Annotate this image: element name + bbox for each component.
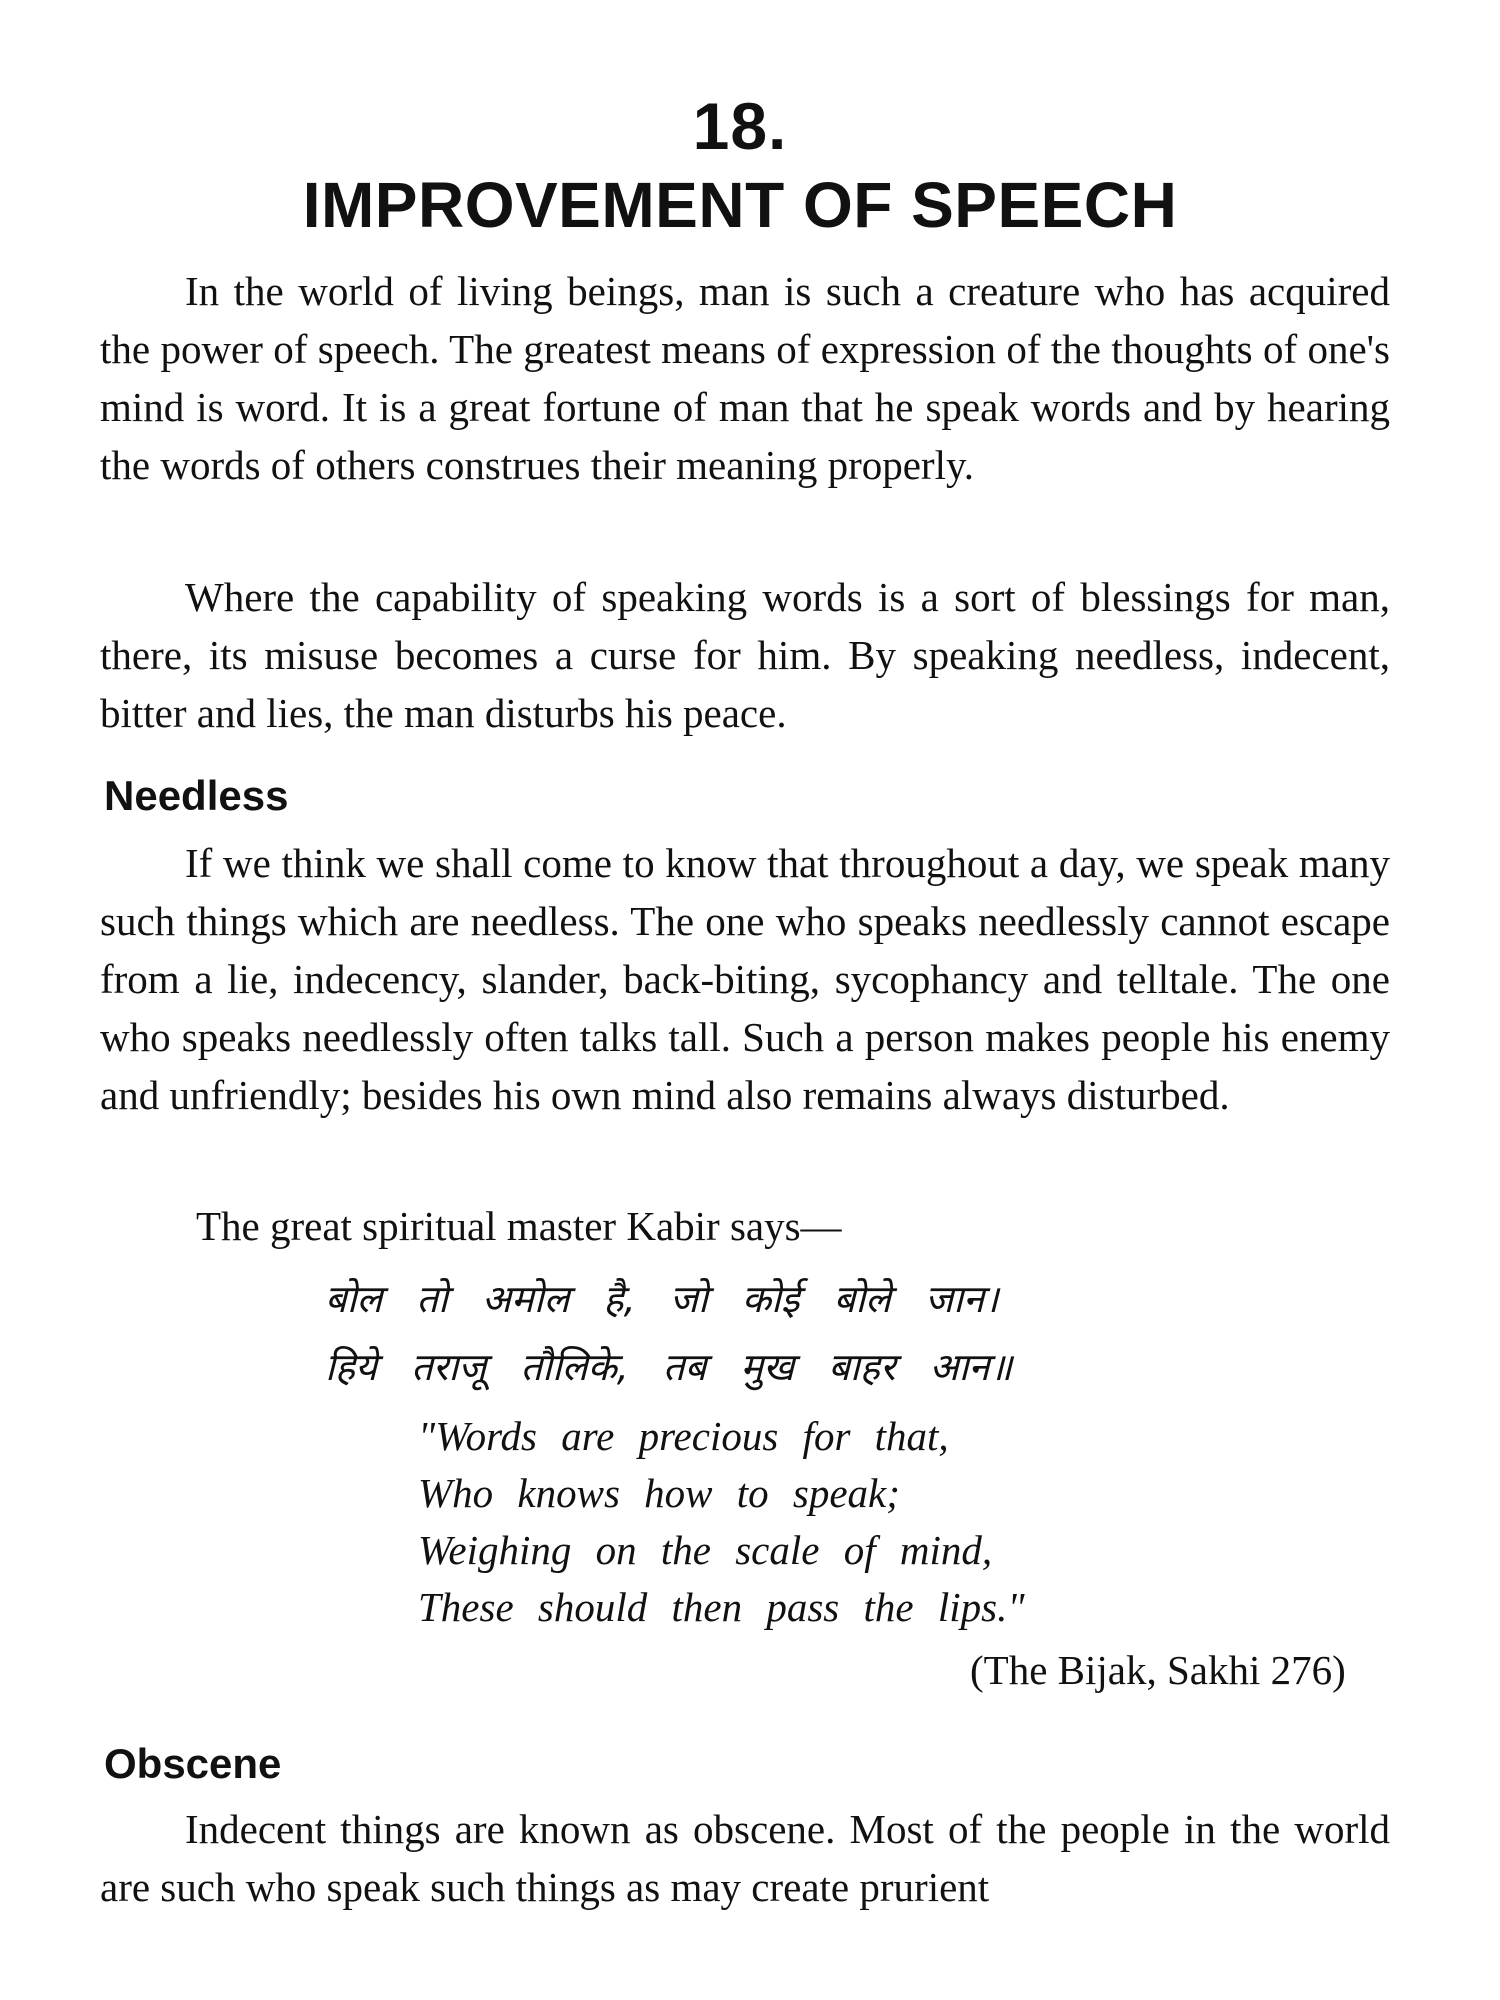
hindi-verse-line-2: हिये तराजू तौलिके, तब मुख बाहर आन॥ bbox=[325, 1345, 1013, 1389]
section-body-needless: If we think we shall come to know that throughout a day, we speak many such things which are needless. The one who speaks needlessly cannot escape from a lie, indecency, slander, back-biting, sycophancy and telltale. The one who speaks needlessly often talks tall. Such a person makes people his enemy and unfriendly; besides his own mind also remains always disturbed. bbox=[100, 840, 1390, 1118]
section-heading-obscene: Obscene bbox=[104, 1740, 282, 1787]
translation-line-4: These should then pass the lips." bbox=[418, 1584, 1025, 1630]
intro-paragraph-1: In the world of living beings, man is such a creature who has acquired the power of speech. The greatest means of expression of the thoughts of one's mind is word. It is a great fortune of man that he speak words and by hearing the words of others construes their meaning properly. bbox=[100, 268, 1390, 488]
translation-line-2: Who knows how to speak; bbox=[418, 1470, 900, 1516]
translation-line-3: Weighing on the scale of mind, bbox=[418, 1527, 993, 1573]
quote-citation: (The Bijak, Sakhi 276) bbox=[970, 1647, 1346, 1693]
section-body-obscene: Indecent things are known as obscene. Most of the people in the world are such who speak such things as may create prurient bbox=[100, 1806, 1390, 1910]
hindi-verse-line-1: बोल तो अमोल है, जो कोई बोले जान। bbox=[325, 1277, 999, 1321]
intro-paragraph-2: Where the capability of speaking words is a sort of blessings for man, there, its misuse becomes a curse for him. By speaking needless, indecent, bitter and lies, the man disturbs his peace. bbox=[100, 574, 1390, 736]
section-heading-needless: Needless bbox=[104, 772, 289, 819]
chapter-number: 18. bbox=[692, 89, 788, 163]
chapter-title: IMPROVEMENT OF SPEECH bbox=[302, 169, 1178, 241]
translation-line-1: "Words are precious for that, bbox=[418, 1413, 949, 1459]
quote-intro: The great spiritual master Kabir says— bbox=[196, 1203, 842, 1249]
